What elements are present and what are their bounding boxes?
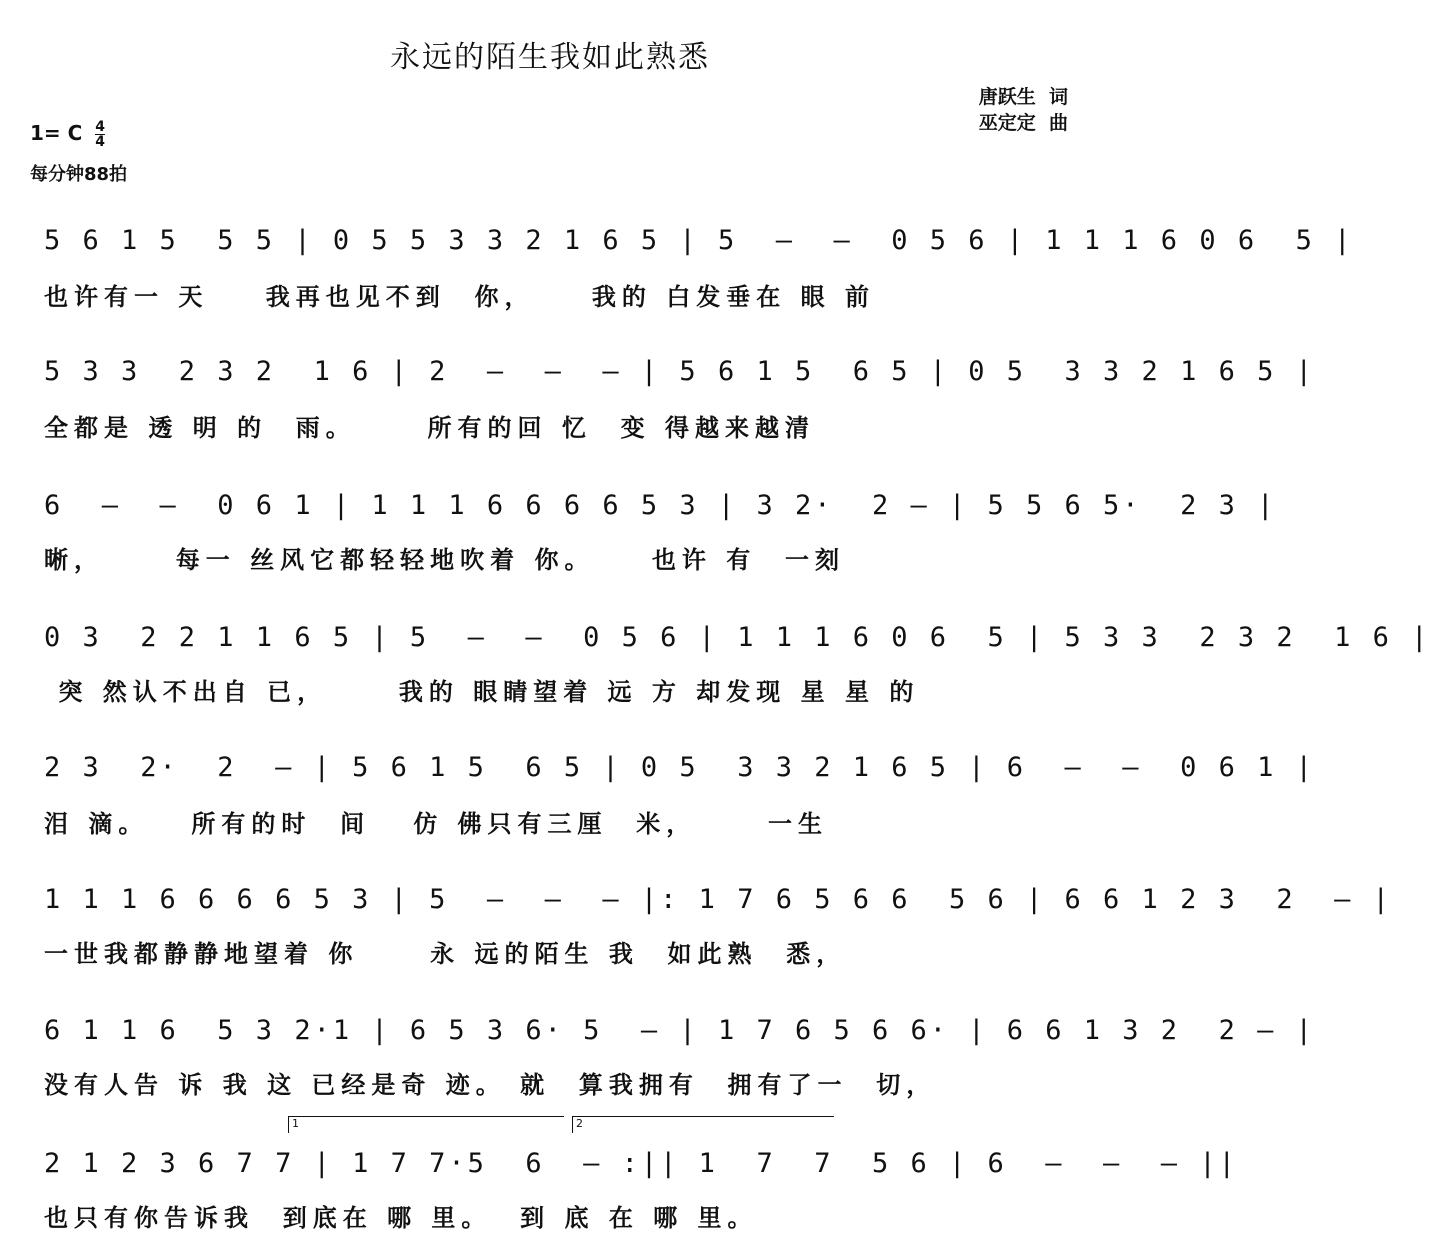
notes-line: 6 1 1 6 5 3 2·1 | 6 5 3 6· 5 — | 1 7 6 5 6 6· | 6 6 1 3 2 2 — | [44, 1015, 1315, 1046]
notes-line: 1 1 1 6 6 6 6 5 3 | 5 — — — |: 1 7 6 5 6 6 5 6 | 6 6 1 2 3 2 — | [44, 884, 1392, 915]
notes-line: 6 — — 0 6 1 | 1 1 1 6 6 6 6 5 3 | 3 2· 2 — | 5 5 6 5· 2 3 | [44, 490, 1277, 521]
lyricist-credit: 唐跃生 词 [978, 86, 1068, 108]
lyrics-line: 没有人告 诉 我 这 已经是奇 迹。 就 算我拥有 拥有了一 切， [44, 1071, 937, 1099]
composer-credit: 巫定定 曲 [978, 112, 1068, 134]
credits [979, 84, 1068, 136]
key-signature [30, 120, 105, 149]
lyrics-line: 泪 滴。 所有的时 间 仿 佛只有三厘 米， 一生 [44, 810, 829, 838]
lyrics-line: 也只有你告诉我 到底在 哪 里。 到 底 在 哪 里。 [44, 1204, 758, 1232]
lyrics-line: 一世我都静静地望着 你 永 远的陌生 我 如此熟 悉， [44, 940, 847, 968]
volta-second: 2 [572, 1116, 834, 1133]
notes-line: 5 3 3 2 3 2 1 6 | 2 — — — | 5 6 1 5 6 5 | 0 5 3 3 2 1 6 5 | [44, 356, 1315, 387]
lyrics-line: 全都是 透 明 的 雨。 所有的回 忆 变 得越来越清 [44, 414, 815, 442]
key-label: 1= C [30, 121, 83, 145]
time-sig-top: 4 [95, 119, 106, 135]
lyrics-line: 晰， 每一 丝风它都轻轻地吹着 你。 也许 有 一刻 [44, 546, 845, 574]
lyrics-line: 也许有一 天 我再也见不到 你， 我的 白发垂在 眼 前 [44, 283, 875, 311]
notes-line: 5 6 1 5 5 5 | 0 5 5 3 3 2 1 6 5 | 5 — — 0 5 6 | 1 1 1 6 0 6 5 | [44, 225, 1354, 256]
notes-line: 2 3 2· 2 — | 5 6 1 5 6 5 | 0 5 3 3 2 1 6 5 | 6 — — 0 6 1 | [44, 752, 1315, 783]
time-sig-bottom: 4 [95, 134, 106, 150]
volta-first: 1 [288, 1116, 564, 1133]
notes-line: 2 1 2 3 6 7 7 | 1 7 7·5 6 — :|| 1 7 7 5 6 | 6 — — — || [44, 1148, 1238, 1179]
tempo-marking: 每分钟88拍 [30, 164, 128, 185]
song-title: 永远的陌生我如此熟悉 [390, 40, 710, 75]
lyrics-line: 突 然认不出自 已， 我的 眼睛望着 远 方 却发现 星 星 的 [44, 678, 920, 706]
time-signature [95, 120, 105, 149]
notes-line: 0 3 2 2 1 1 6 5 | 5 — — 0 5 6 | 1 1 1 6 0 6 5 | 5 3 3 2 3 2 1 6 | [44, 622, 1430, 653]
